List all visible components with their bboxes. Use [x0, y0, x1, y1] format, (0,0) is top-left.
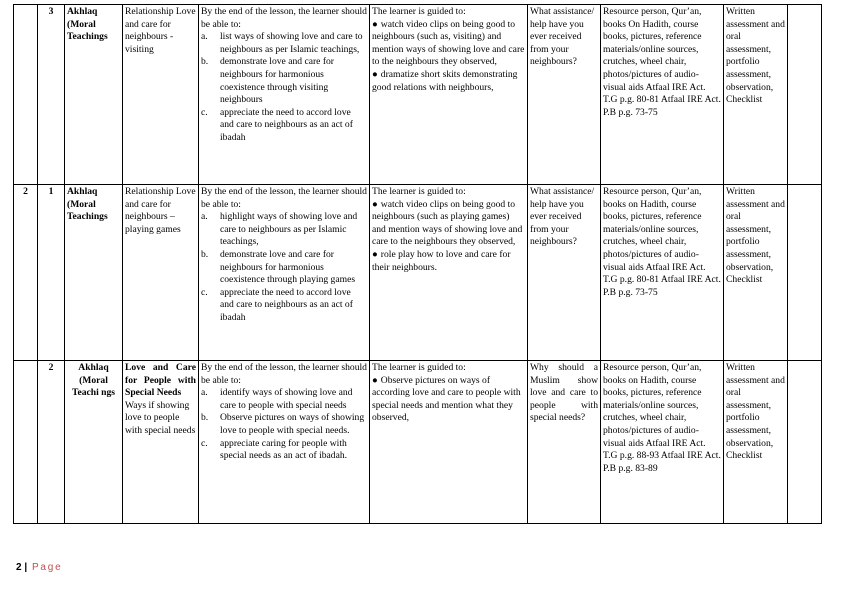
outcomes-list — [201, 211, 367, 324]
list-item: a. identify ways of showing love and care to people with special needs — [201, 387, 353, 411]
experiences-intro: The learner is guided to: — [372, 362, 466, 373]
assessment-cell: Written assessment and oral assessment, portfolio assessment, observation, Checklist — [724, 361, 788, 524]
strand-cell: Akhlaq (Moral Teachi ngs — [65, 361, 123, 524]
resources-cell: Resource person, Qur’an, books On Hadith, course books, pictures, reference materials/online sources, crutches, wheel chair, photos/pictures of audio-visual aids Atfaal IRE Act. T.G p.g. 80-81 Atfaal IRE Act. P.B p.g. 73-75 — [601, 5, 724, 185]
list-item: ● watch video clips on being good to neighbours (such as, visiting) and mention ways of showing love and care to the neighbours they observed, — [372, 18, 525, 68]
learning-experiences-cell — [370, 361, 528, 524]
remarks-cell — [788, 5, 822, 185]
experiences-intro: The learner is guided to: — [372, 6, 466, 17]
assessment-cell: Written assessment and oral assessment, portfolio assessment, observation, Checklist — [724, 185, 788, 361]
strand-cell: Akhlaq (Moral Teachings — [65, 185, 123, 361]
outcomes-list — [201, 387, 367, 463]
list-item: b. Observe pictures on ways of showing love to people with special needs. — [201, 412, 365, 436]
table-row — [14, 185, 822, 361]
outcomes-intro: By the end of the lesson, the learner should be able to: — [201, 186, 367, 210]
week-cell — [14, 5, 38, 185]
key-inquiry-cell: What assistance/ help have you ever received from your neighbours? — [528, 5, 601, 185]
outcomes-list — [201, 31, 367, 144]
remarks-cell — [788, 361, 822, 524]
sub-strand-cell: Relationship Love and care for neighbours – playing games — [123, 185, 199, 361]
footer-separator: | — [24, 562, 28, 573]
learning-outcomes-cell — [199, 185, 370, 361]
sub-strand-cell — [123, 361, 199, 524]
experiences-intro: The learner is guided to: — [372, 186, 466, 197]
assessment-cell: Written assessment and oral assessment, portfolio assessment, observation, Checklist — [724, 5, 788, 185]
table-row — [14, 5, 822, 185]
remarks-cell — [788, 185, 822, 361]
list-item: a. list ways of showing love and care to neighbours as per Islamic teachings, — [201, 31, 363, 55]
sub-strand-cell: Relationship Love and care for neighbours - visiting — [123, 5, 199, 185]
list-item: a. highlight ways of showing love and care to neighbours as per Islamic teachings, — [201, 211, 358, 248]
list-item: ● watch video clips on being good to neighbours (such as playing games) and mention ways of showing love and care to the neighbours they observed, — [372, 198, 523, 248]
lesson-cell: 1 — [38, 185, 65, 361]
sub-strand-text: Ways if showing love to people with special needs — [125, 399, 196, 436]
list-item: b. demonstrate love and care for neighbours for harmonious coexistence through playing games — [201, 248, 356, 286]
learning-experiences-cell — [370, 5, 528, 185]
lesson-cell: 3 — [38, 5, 65, 185]
page-footer — [16, 562, 63, 573]
list-item: ● role play how to love and care for their neighbours. — [372, 248, 511, 273]
list-item: c. appreciate caring for people with special needs as an act of ibadah. — [201, 437, 348, 462]
list-item: ● Observe pictures on ways of according love and care to people with special needs and mention what they observed, — [372, 374, 521, 424]
table-row — [14, 361, 822, 524]
learning-outcomes-cell — [199, 361, 370, 524]
resources-cell: Resource person, Qur’an, books on Hadith, course books, pictures, reference materials/online sources, crutches, wheel chair, photos/pictures of audio-visual aids Atfaal IRE Act. T.G p.g. 80-81 Atfaal IRE Act. P.B p.g. 73-75 — [601, 185, 724, 361]
week-cell — [14, 361, 38, 524]
key-inquiry-cell: Why should a Muslim show love and care to people with special needs? — [528, 361, 601, 524]
week-cell: 2 — [14, 185, 38, 361]
page-label: Page — [31, 562, 63, 573]
key-inquiry-cell: What assistance/ help have you ever received from your neighbours? — [528, 185, 601, 361]
learning-experiences-cell — [370, 185, 528, 361]
list-item: c. appreciate the need to accord love and care to neighbours as an act of ibadah — [201, 286, 353, 323]
outcomes-intro: By the end of the lesson, the learner should be able to: — [201, 6, 367, 30]
list-item: c. appreciate the need to accord love and care to neighbours as an act of ibadah — [201, 106, 353, 143]
strand-cell: Akhlaq (Moral Teachings — [65, 5, 123, 185]
sub-strand-title: Love and Care for People with Special Needs — [125, 362, 196, 399]
lesson-cell: 2 — [38, 361, 65, 524]
scheme-of-work-table — [13, 4, 822, 524]
list-item: ● dramatize short skits demonstrating good relations with neighbours, — [372, 68, 518, 93]
resources-cell: Resource person, Qur’an, books on Hadith, course books, pictures, reference materials/online sources, crutches, wheel chair, photos/pictures of audio-visual aids Atfaal IRE Act. T.G p.g. 88-93 Atfaal IRE Act. P.B p.g. 83-89 — [601, 361, 724, 524]
page-number: 2 — [16, 562, 22, 573]
list-item: b. demonstrate love and care for neighbours for harmonious coexistence through visiting neighbours — [201, 56, 335, 106]
outcomes-intro: By the end of the lesson, the learner should be able to: — [201, 362, 367, 386]
learning-outcomes-cell — [199, 5, 370, 185]
